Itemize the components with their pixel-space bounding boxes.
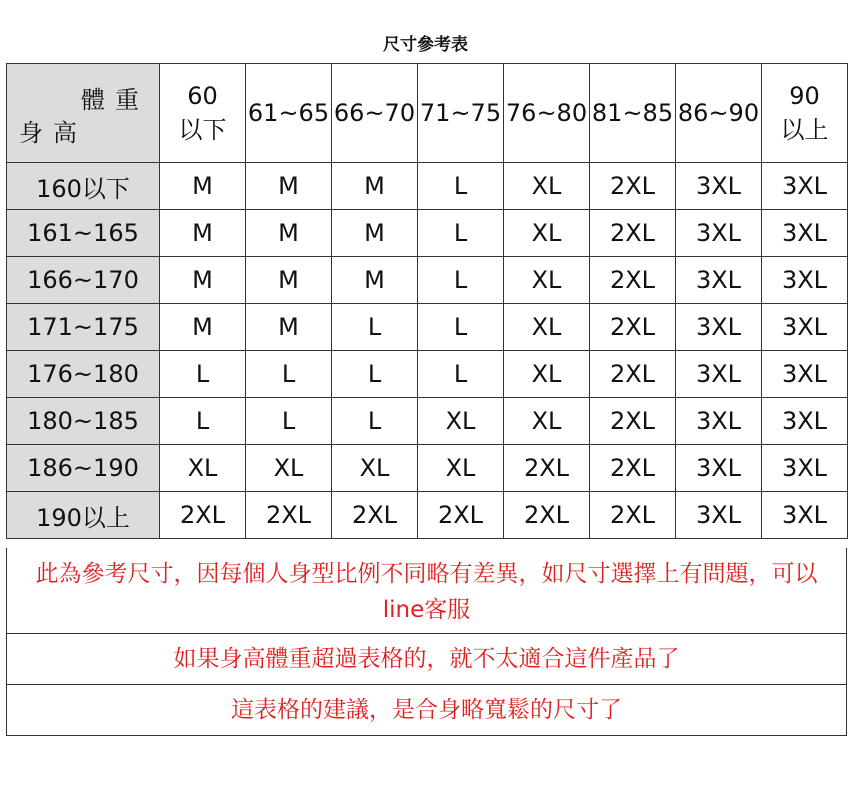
size-cell: 2XL bbox=[590, 257, 676, 304]
size-cell: XL bbox=[504, 210, 590, 257]
size-cell: M bbox=[332, 163, 418, 210]
weight-range-line1: 61~65 bbox=[247, 99, 330, 127]
table-row bbox=[7, 210, 848, 257]
size-cell: 3XL bbox=[676, 210, 762, 257]
size-cell: L bbox=[160, 398, 246, 445]
table-row bbox=[7, 445, 848, 492]
size-cell: L bbox=[332, 304, 418, 351]
size-cell: 2XL bbox=[160, 492, 246, 539]
size-cell: 2XL bbox=[590, 492, 676, 539]
size-cell: 2XL bbox=[590, 163, 676, 210]
size-cell: 2XL bbox=[418, 492, 504, 539]
table-row bbox=[7, 163, 848, 210]
size-cell: 3XL bbox=[762, 445, 848, 492]
size-cell: L bbox=[418, 304, 504, 351]
size-cell: M bbox=[160, 304, 246, 351]
size-cell: 3XL bbox=[676, 398, 762, 445]
size-cell: 3XL bbox=[676, 257, 762, 304]
weight-column-header bbox=[590, 64, 676, 163]
weight-range-line2: 以下 bbox=[178, 116, 227, 144]
size-cell: XL bbox=[246, 445, 332, 492]
size-cell: 2XL bbox=[590, 210, 676, 257]
table-row bbox=[7, 492, 848, 539]
weight-column-header bbox=[246, 64, 332, 163]
weight-range-line1: 66~70 bbox=[333, 99, 416, 127]
size-cell: M bbox=[332, 210, 418, 257]
size-cell: XL bbox=[160, 445, 246, 492]
size-cell: XL bbox=[332, 445, 418, 492]
size-cell: L bbox=[418, 257, 504, 304]
size-cell: L bbox=[418, 163, 504, 210]
weight-range-line1: 86~90 bbox=[677, 99, 760, 127]
height-range-cell: 186~190 bbox=[7, 445, 160, 492]
table-row bbox=[7, 398, 848, 445]
size-cell: 2XL bbox=[504, 445, 590, 492]
size-cell: L bbox=[246, 398, 332, 445]
size-cell: 2XL bbox=[504, 492, 590, 539]
size-cell: 3XL bbox=[762, 257, 848, 304]
notes-section bbox=[6, 548, 847, 736]
height-range-cell: 161~165 bbox=[7, 210, 160, 257]
size-cell: M bbox=[160, 210, 246, 257]
size-cell: L bbox=[332, 398, 418, 445]
size-cell: XL bbox=[504, 257, 590, 304]
size-cell: M bbox=[332, 257, 418, 304]
size-cell: L bbox=[418, 210, 504, 257]
size-cell: 3XL bbox=[762, 398, 848, 445]
size-cell: XL bbox=[418, 445, 504, 492]
size-chart-table bbox=[6, 63, 848, 539]
size-cell: 3XL bbox=[676, 163, 762, 210]
size-cell: 2XL bbox=[590, 398, 676, 445]
header-row bbox=[7, 64, 848, 163]
size-cell: 3XL bbox=[762, 210, 848, 257]
weight-axis-label: 體重 bbox=[81, 86, 149, 114]
size-cell: L bbox=[332, 351, 418, 398]
height-range-cell: 190以上 bbox=[7, 492, 160, 539]
size-cell: 2XL bbox=[590, 351, 676, 398]
size-cell: XL bbox=[418, 398, 504, 445]
height-range-cell: 176~180 bbox=[7, 351, 160, 398]
size-cell: L bbox=[418, 351, 504, 398]
height-range-cell: 180~185 bbox=[7, 398, 160, 445]
size-cell: 2XL bbox=[590, 304, 676, 351]
corner-header-cell bbox=[7, 64, 160, 163]
height-range-cell: 166~170 bbox=[7, 257, 160, 304]
table-row bbox=[7, 257, 848, 304]
size-cell: L bbox=[246, 351, 332, 398]
size-cell: M bbox=[160, 163, 246, 210]
size-cell: 3XL bbox=[762, 351, 848, 398]
weight-range-line1: 71~75 bbox=[419, 99, 502, 127]
size-cell: 3XL bbox=[676, 351, 762, 398]
size-cell: M bbox=[246, 257, 332, 304]
size-cell: M bbox=[246, 210, 332, 257]
size-cell: 3XL bbox=[762, 163, 848, 210]
weight-range-line1: 60 bbox=[187, 82, 218, 110]
size-cell: 3XL bbox=[676, 445, 762, 492]
weight-column-header bbox=[332, 64, 418, 163]
size-cell: XL bbox=[504, 351, 590, 398]
weight-range-line1: 76~80 bbox=[505, 99, 588, 127]
table-title: 尺寸參考表 bbox=[383, 35, 468, 55]
weight-range-line1: 90 bbox=[789, 82, 820, 110]
table-row bbox=[7, 304, 848, 351]
size-cell: 2XL bbox=[246, 492, 332, 539]
note-fit-suggestion: 這表格的建議，是合身略寬鬆的尺寸了 bbox=[6, 685, 847, 736]
size-cell: XL bbox=[504, 304, 590, 351]
weight-column-header bbox=[160, 64, 246, 163]
size-cell: 3XL bbox=[676, 492, 762, 539]
size-cell: M bbox=[246, 304, 332, 351]
size-cell: XL bbox=[504, 398, 590, 445]
table-row bbox=[7, 351, 848, 398]
size-cell: M bbox=[160, 257, 246, 304]
height-range-cell: 171~175 bbox=[7, 304, 160, 351]
height-axis-label: 身高 bbox=[19, 119, 87, 147]
size-cell: L bbox=[160, 351, 246, 398]
weight-range-line2: 以上 bbox=[780, 116, 829, 144]
weight-column-header bbox=[504, 64, 590, 163]
height-range-cell: 160以下 bbox=[7, 163, 160, 210]
size-cell: 3XL bbox=[762, 304, 848, 351]
weight-range-line1: 81~85 bbox=[591, 99, 674, 127]
note-out-of-range: 如果身高體重超過表格的，就不太適合這件產品了 bbox=[6, 634, 847, 685]
size-cell: 2XL bbox=[590, 445, 676, 492]
weight-column-header bbox=[418, 64, 504, 163]
size-cell: 3XL bbox=[676, 304, 762, 351]
weight-column-header bbox=[762, 64, 848, 163]
note-reference-size: 此為參考尺寸，因每個人身型比例不同略有差異，如尺寸選擇上有問題，可以line客服 bbox=[6, 548, 847, 634]
size-cell: M bbox=[246, 163, 332, 210]
size-cell: 2XL bbox=[332, 492, 418, 539]
weight-column-header bbox=[676, 64, 762, 163]
size-cell: XL bbox=[504, 163, 590, 210]
size-cell: 3XL bbox=[762, 492, 848, 539]
